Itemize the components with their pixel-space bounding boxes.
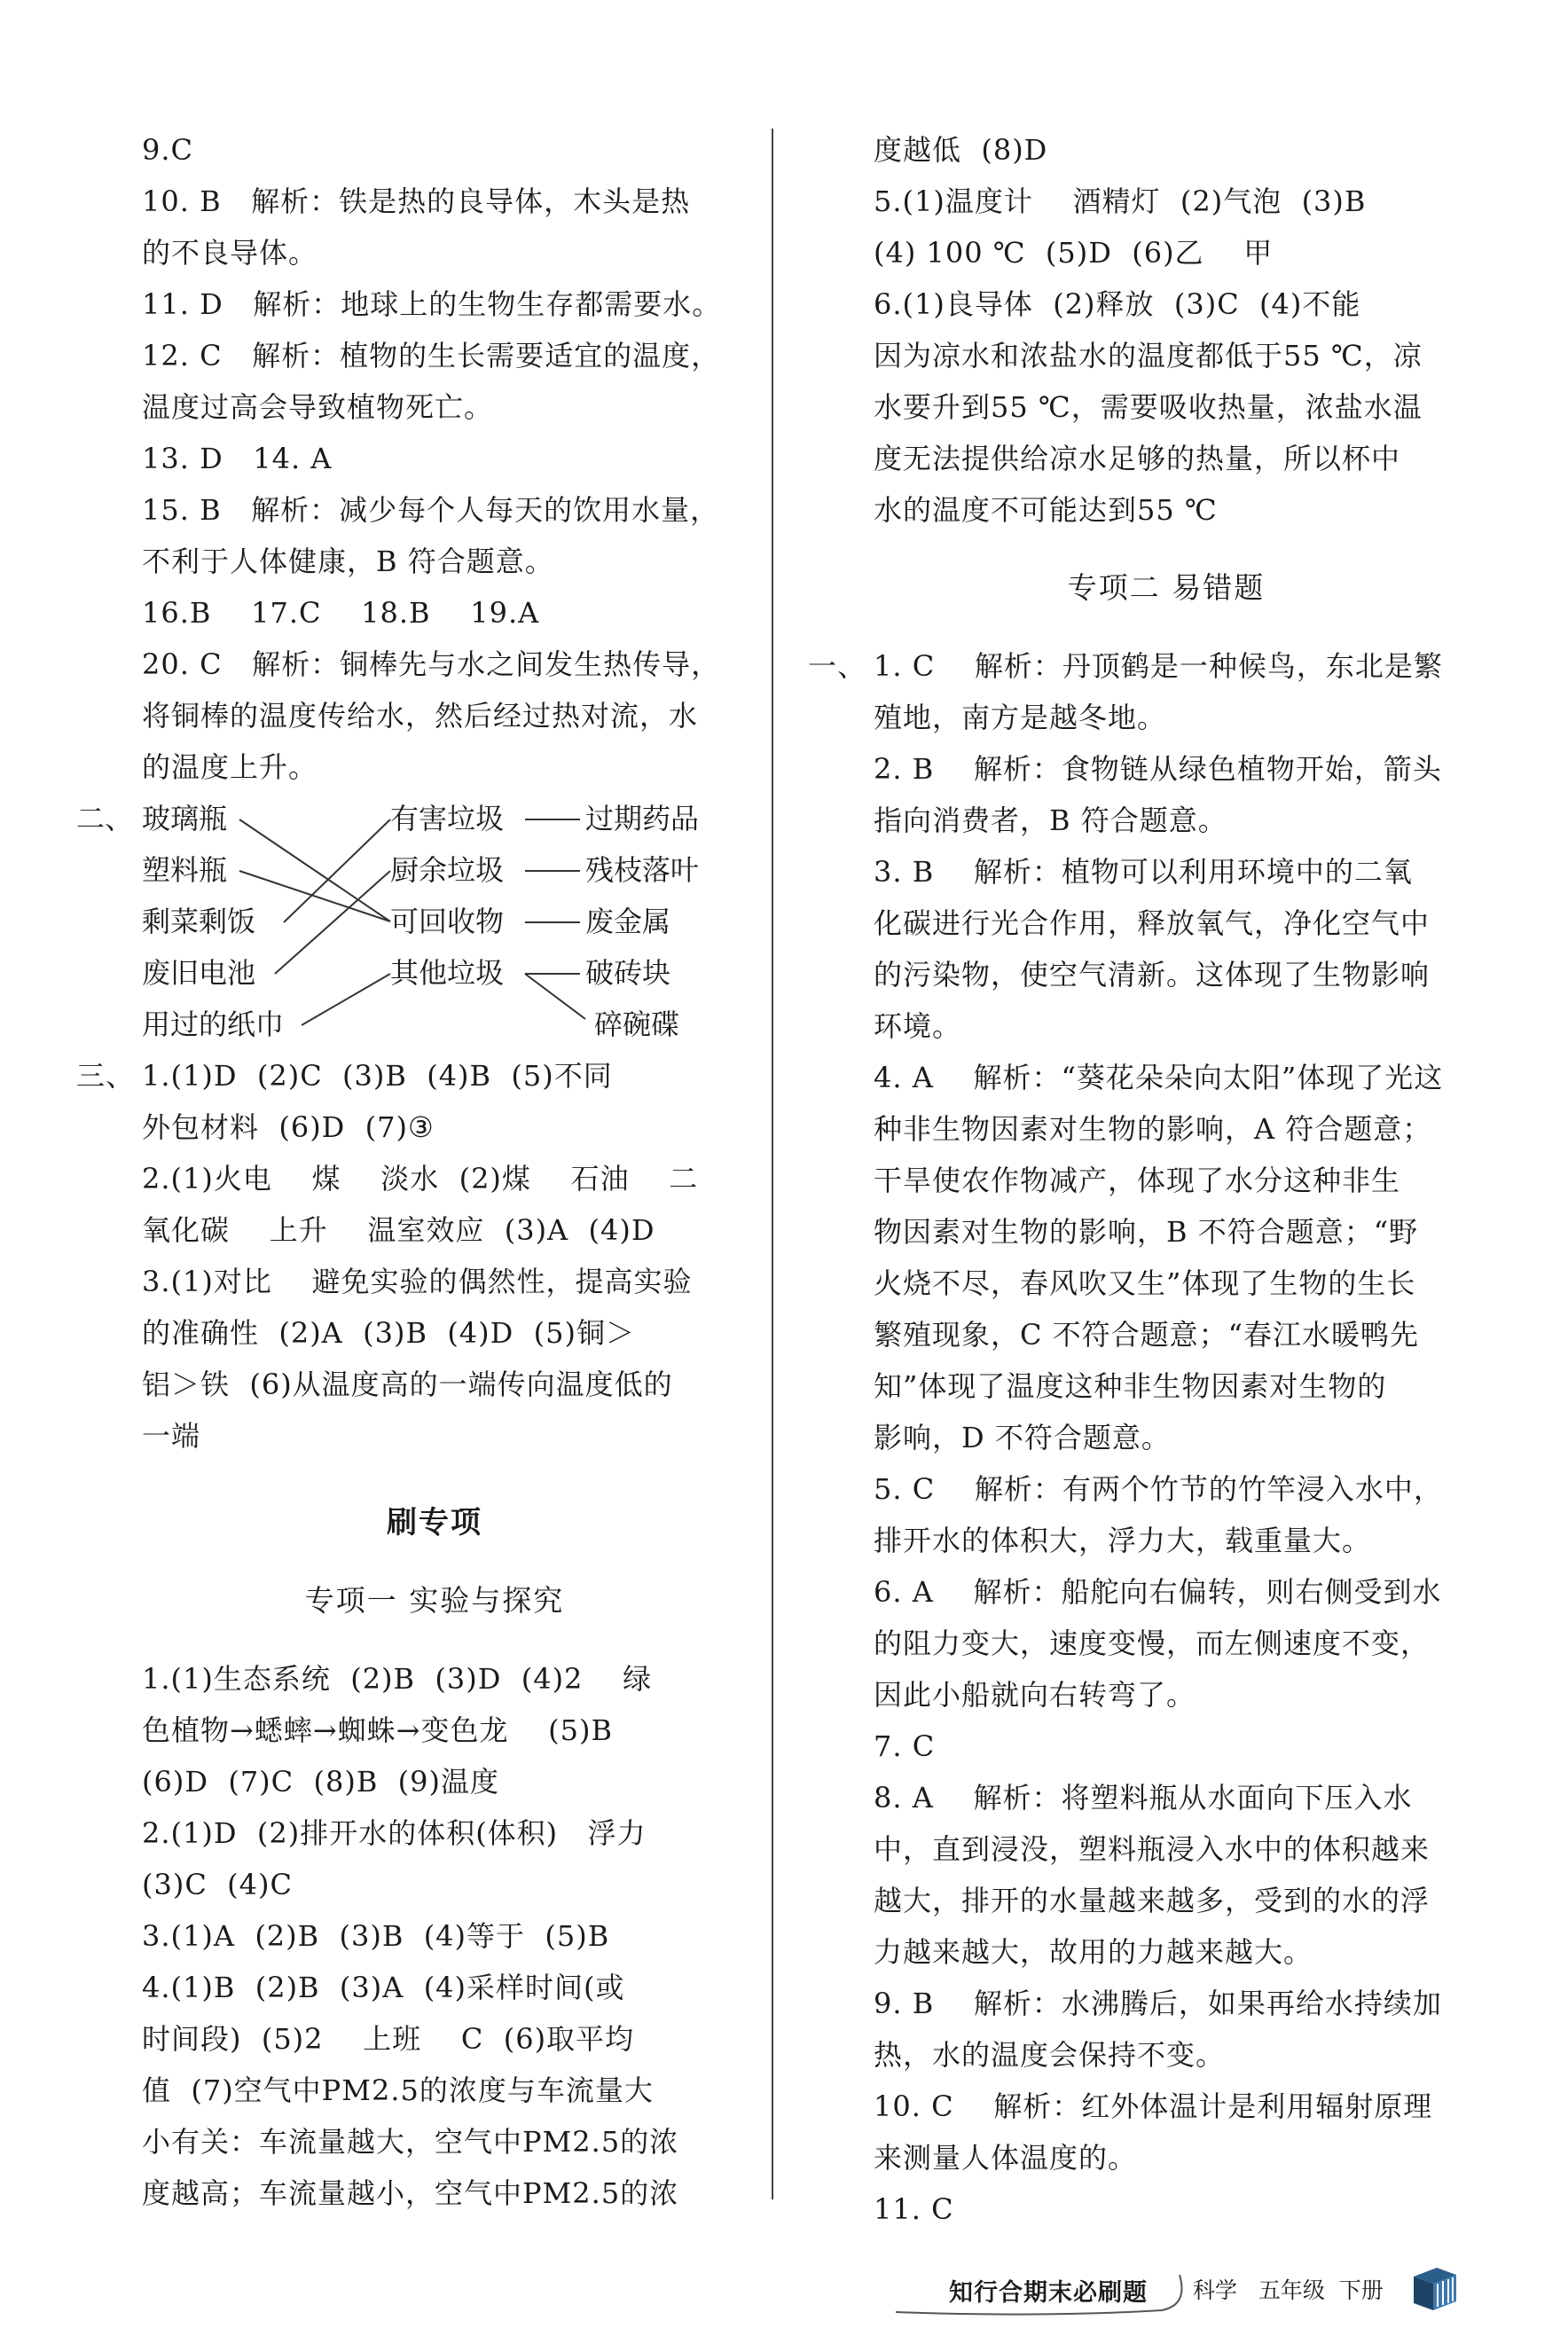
match-right-item: 碎碗碟 [594, 1007, 680, 1041]
answer-line: 2.(1)D (2)排开水的体积(体积) 浮力 [142, 1816, 647, 1850]
answer-line: 环境。 [874, 1009, 962, 1043]
match-right-item: 破砖块 [585, 956, 671, 990]
answer-line: 指向消费者，B 符合题意。 [874, 803, 1227, 837]
right-answers-part2 [874, 640, 1459, 2235]
match-left-item: 剩菜剩饭 [142, 905, 256, 938]
match-left-item: 玻璃瓶 [142, 802, 228, 835]
answer-line: 1.(1)D (2)C (3)B (4)B (5)不同 [142, 1059, 613, 1093]
answer-line: 9. B 解析：水沸腾后，如果再给水持续加 [874, 1987, 1442, 2020]
answer-line: 不利于人体健康，B 符合题意。 [142, 545, 554, 578]
answer-line: 1.(1)生态系统 (2)B (3)D (4)2 绿 [142, 1662, 653, 1696]
answer-line: 9.C [142, 133, 194, 167]
answer-line: 3.(1)A (2)B (3)B (4)等于 (5)B [142, 1919, 610, 1953]
answer-line: 繁殖现象，C 不符合题意；“春江水暖鸭先 [874, 1318, 1420, 1352]
left-answers-part2 [142, 1050, 727, 1462]
section-3 [76, 1050, 727, 1462]
answer-line: 外包材料 (6)D (7)③ [142, 1110, 435, 1144]
answer-line: 13. D 14. A [142, 442, 333, 475]
answer-line: 的不良导体。 [142, 236, 318, 270]
answer-line: 一端 [142, 1419, 201, 1453]
heading-sub1: 专项一 实验与探究 [304, 1583, 565, 1618]
answer-line: 度无法提供给凉水足够的热量，所以杯中 [874, 442, 1401, 475]
matching-lines [142, 793, 727, 1050]
answer-line: 3.(1)对比 避免实验的偶然性，提高实验 [142, 1265, 693, 1298]
answer-line: 7. C [874, 1729, 936, 1763]
answer-line: 影响，D 不符合题意。 [874, 1421, 1171, 1454]
answer-line: 物因素对生物的影响，B 不符合题意；“野 [874, 1215, 1419, 1249]
answer-line: 10. C 解析：红外体温计是利用辐射原理 [874, 2089, 1433, 2123]
answer-line: 火烧不尽，春风吹又生”体现了生物的生长 [874, 1266, 1416, 1300]
answer-line: 色植物→蟋蟀→蜘蛛→变色龙 (5)B [142, 1713, 613, 1747]
match-middle-item: 有害垃圾 [390, 802, 505, 835]
answer-line: 中，直到浸没，塑料瓶浸入水中的体积越来 [874, 1832, 1431, 1866]
answer-line: 水的温度不可能达到55 ℃ [874, 493, 1218, 527]
footer-meta [1193, 2273, 1384, 2305]
footer-grade: 五年级 [1258, 2277, 1325, 2303]
answer-line: 4.(1)B (2)B (3)A (4)采样时间(或 [142, 1971, 625, 2004]
match-left-item: 废旧电池 [142, 956, 256, 990]
answer-line: 的阻力变大，速度变慢，而左侧速度不变， [874, 1627, 1431, 1660]
matching-exercise [76, 793, 727, 1050]
right-section-1 [808, 640, 1459, 2235]
match-left-item: 塑料瓶 [142, 853, 228, 887]
heading-main: 刷专项 [387, 1505, 482, 1540]
answer-line: 度越低 (8)D [874, 133, 1048, 167]
answer-line: 因为凉水和浓盐水的温度都低于55 ℃，凉 [874, 339, 1423, 372]
answer-line: 知”体现了温度这种非生物因素对生物的 [874, 1369, 1387, 1403]
answer-line: 2.(1)火电 煤 淡水 (2)煤 石油 二 [142, 1162, 699, 1195]
match-right-item: 废金属 [585, 905, 671, 938]
answer-line: 热，水的温度会保持不变。 [874, 2038, 1226, 2072]
answer-line: 殖地，南方是越冬地。 [874, 701, 1167, 734]
answer-line: 的污染物，使空气清新。这体现了生物影响 [874, 958, 1431, 992]
left-answers-part1 [142, 124, 727, 793]
answer-line: 3. B 解析：植物可以利用环境中的二氧 [874, 855, 1413, 889]
answer-line: 将铜棒的温度传给水，然后经过热对流，水 [142, 699, 699, 733]
answer-line: 铝＞铁 (6)从温度高的一端传向温度低的 [142, 1368, 673, 1401]
answer-line: 时间段) (5)2 上班 C (6)取平均 [142, 2022, 635, 2056]
match-middle-item: 厨余垃圾 [390, 853, 505, 887]
right-answers-part1 [874, 124, 1459, 536]
match-right-item: 过期药品 [585, 802, 700, 835]
answer-line: 20. C 解析：铜棒先与水之间发生热传导， [142, 647, 721, 681]
answer-line: 12. C 解析：植物的生长需要适宜的温度， [142, 339, 721, 372]
left-answers-part3 [142, 1653, 727, 2219]
answer-line: 10. B 解析：铁是热的良导体，木头是热 [142, 184, 691, 218]
answer-line: (4) 100 ℃ (5)D (6)乙 甲 [874, 236, 1274, 270]
column-divider [772, 129, 773, 2199]
section-number-1: 一、 [808, 649, 867, 683]
answer-line: 越大，排开的水量越来越多，受到的水的浮 [874, 1884, 1431, 1917]
right-column [808, 124, 1459, 2235]
match-left-item: 用过的纸巾 [142, 1007, 285, 1041]
section-number-2: 二、 [76, 802, 134, 835]
answer-line: 11. C [874, 2192, 954, 2226]
answer-line: 来测量人体温度的。 [874, 2141, 1138, 2175]
match-middle-item: 可回收物 [390, 905, 505, 938]
answer-line: 因此小船就向右转弯了。 [874, 1678, 1196, 1712]
answer-line: 5.(1)温度计 酒精灯 (2)气泡 (3)B [874, 184, 1367, 218]
answer-line: 15. B 解析：减少每个人每天的饮用水量， [142, 493, 720, 527]
answer-line: 度越高；车流量越小，空气中PM2.5的浓 [142, 2176, 679, 2210]
footer-volume: 下册 [1338, 2277, 1384, 2303]
answer-line: 氧化碳 上升 温室效应 (3)A (4)D [142, 1213, 655, 1247]
answer-line: 干旱使农作物减产，体现了水分这种非生 [874, 1164, 1401, 1197]
answer-line: 6.(1)良导体 (2)释放 (3)C (4)不能 [874, 287, 1361, 321]
answer-line: 1. C 解析：丹顶鹤是一种候鸟，东北是繁 [874, 649, 1443, 683]
footer-subject: 科学 [1193, 2277, 1238, 2303]
answer-line: 力越来越大，故用的力越来越大。 [874, 1935, 1313, 1969]
answer-line: 化碳进行光合作用，释放氧气，净化空气中 [874, 906, 1431, 940]
match-middle-item: 其他垃圾 [390, 956, 505, 990]
answer-line: 11. D 解析：地球上的生物生存都需要水。 [142, 287, 722, 321]
footer-brand: 知行合期末必刷题 [949, 2279, 1148, 2307]
answer-line: 8. A 解析：将塑料瓶从水面向下压入水 [874, 1781, 1413, 1815]
answer-line: (6)D (7)C (8)B (9)温度 [142, 1765, 500, 1799]
answer-line: 的准确性 (2)A (3)B (4)D (5)铜＞ [142, 1316, 635, 1350]
answer-line: 5. C 解析：有两个竹节的竹竿浸入水中， [874, 1472, 1443, 1506]
answer-line: 种非生物因素对生物的影响，A 符合题意； [874, 1112, 1432, 1146]
match-right-item: 残枝落叶 [585, 853, 700, 887]
left-column [76, 124, 727, 2219]
answer-line: 4. A 解析：“葵花朵朵向太阳”体现了光这 [874, 1061, 1444, 1094]
answer-line: 值 (7)空气中PM2.5的浓度与车流量大 [142, 2073, 654, 2107]
section-number-3: 三、 [76, 1059, 136, 1093]
answer-line: 排开水的体积大，浮力大，载重量大。 [874, 1524, 1372, 1557]
answer-line: (3)C (4)C [142, 1868, 293, 1901]
answer-line: 6. A 解析：船舵向右偏转，则右侧受到水 [874, 1575, 1442, 1609]
answer-line: 2. B 解析：食物链从绿色植物开始，箭头 [874, 752, 1442, 786]
answer-line: 温度过高会导致植物死亡。 [142, 390, 494, 424]
answer-line: 的温度上升。 [142, 750, 318, 784]
answer-line: 小有关：车流量越大，空气中PM2.5的浓 [142, 2125, 679, 2159]
book-stack-icon [1410, 2264, 1460, 2314]
answer-line: 16.B 17.C 18.B 19.A [142, 596, 540, 630]
page-footer [896, 2266, 1463, 2319]
answer-line: 水要升到55 ℃，需要吸收热量，浓盐水温 [874, 390, 1423, 424]
heading-sub2: 专项二 易错题 [1067, 570, 1266, 605]
